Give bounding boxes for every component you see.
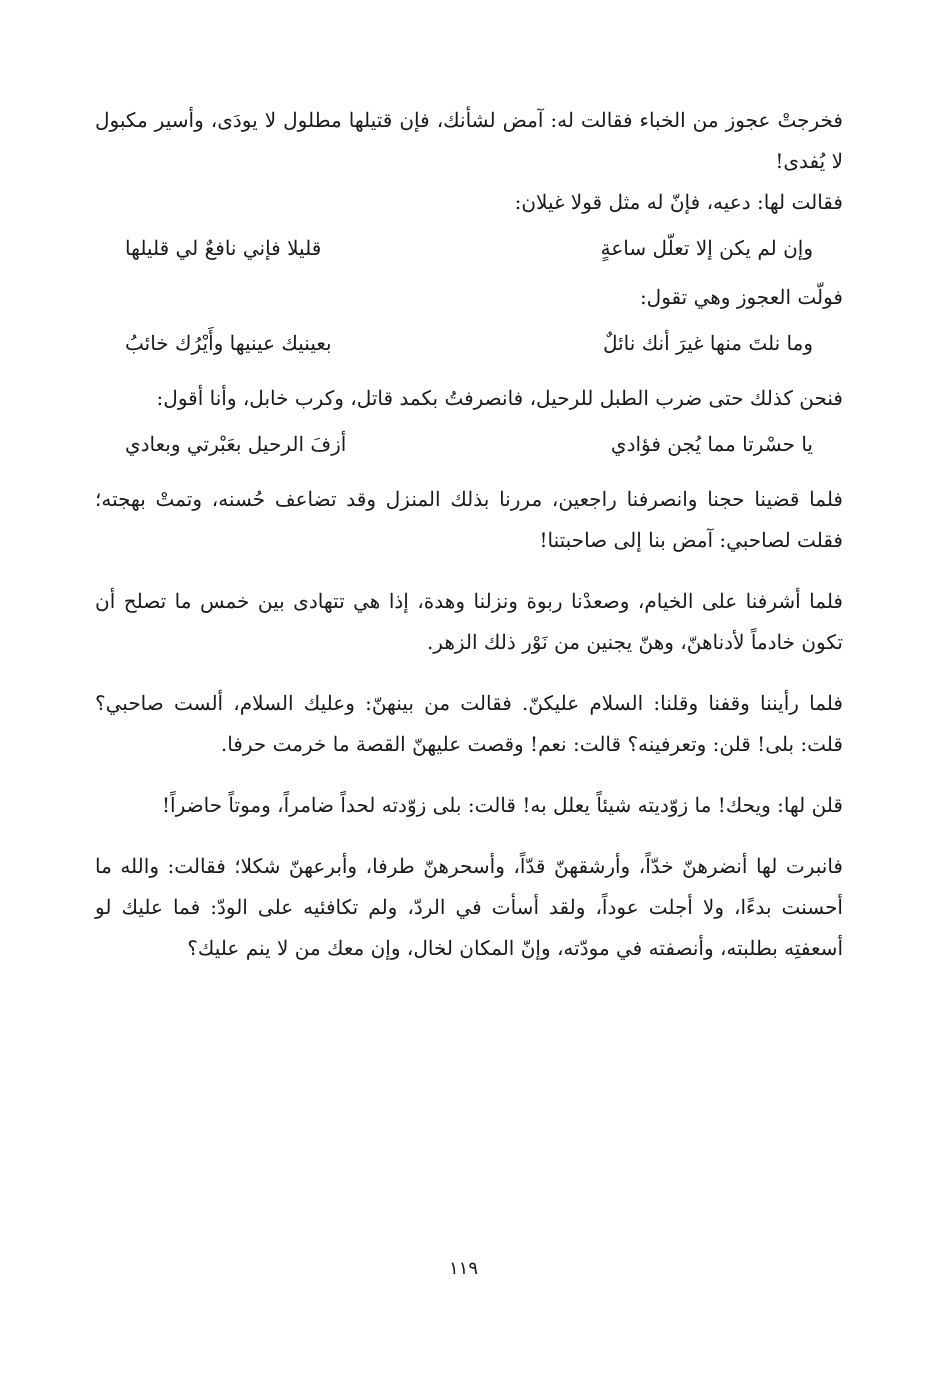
verse-3-second-hemistich: أزفَ الرحيل بعَبْرتي وبعادي <box>125 432 347 456</box>
page-number: ١١٩ <box>448 1258 478 1279</box>
paragraph-7: فلما رأيننا وقفنا وقلنا: السلام عليكنّ. فقالت من بينهنّ: وعليك السلام، ألست صاحبي؟ قلت: بلى! قلن: وتعرفينه؟ قالت: نعم! وقصت عليهنّ القصة ما خرمت حرفا. <box>95 691 843 756</box>
verse-3-first-hemistich: يا حسْرتا مما يُجن فؤادي <box>610 432 813 456</box>
paragraph-4: فنحن كذلك حتى ضرب الطبل للرحيل، فانصرفتُ بكمد قاتل، وكرب خابل، وأنا أقول: <box>156 386 843 410</box>
paragraph-8: قلن لها: ويحك! ما زوّديته شيئاً يعلل به! قالت: بلى زوّدته لحداً ضامراً، وموتاً حاضراً! <box>162 793 843 817</box>
verse-1 <box>95 225 843 271</box>
verse-2 <box>95 320 843 366</box>
paragraph-5: فلما قضينا حجنا وانصرفنا راجعين، مررنا بذلك المنزل وقد تضاعف حُسنه، وتمتْ بهجته؛ فقلت لصاحبي: آمض بنا إلى صاحبتنا! <box>95 487 843 552</box>
verse-2-second-hemistich: بعينيك عينيها وأَيْرُك خائبُ <box>125 331 332 355</box>
page-body <box>95 100 843 969</box>
paragraph-6: فلما أشرفنا على الخيام، وصعدْنا ربوة ونزلنا وهدة، إذا هي تتهادى بين خمس ما تصلح أن تكون خادماً لأدناهنّ، وهنّ يجنين من نَوْر ذلك الزهر. <box>95 589 843 654</box>
paragraph-9: فانبرت لها أنضرهنّ خدّاً، وأرشقهنّ قدّاً، وأسحرهنّ طرفا، وأبرعهنّ شكلا؛ فقالت: والله ما أحسنت بدءًا، ولا أجلت عوداً، ولقد أسأت في الردّ، ولم تكافئيه على الودّ: فما عليك لو أسعفتِه بطلبته، وأنصفته في مودّته، وإنّ المكان لخال، وإن معك من لا ينم عليك؟ <box>95 854 843 960</box>
verse-3 <box>95 421 843 467</box>
paragraph-3: فولّت العجوز وهي تقول: <box>639 285 843 309</box>
paragraph-2: فقالت لها: دعيه، فإنّ له مثل قولا غيلان: <box>514 190 843 214</box>
paragraph-1: فخرجتْ عجوز من الخباء فقالت له: آمض لشأنك، فإن قتيلها مطلول لا يودَى، وأسير مكبول لا يُفدى! <box>95 108 843 173</box>
verse-1-first-hemistich: وإن لم يكن إلا تعلّل ساعةٍ <box>600 236 813 260</box>
verse-1-second-hemistich: قليلا فإني نافعٌ لي قليلها <box>125 236 322 260</box>
verse-2-first-hemistich: وما نلتَ منها غيرَ أنك نائلٌ <box>602 331 813 355</box>
